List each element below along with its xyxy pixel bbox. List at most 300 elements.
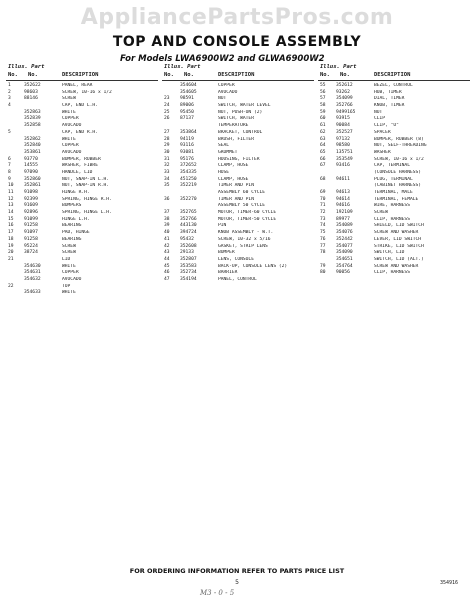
part-number: 93770: [24, 156, 38, 162]
part-description: SCREW AND WASHER: [374, 230, 419, 236]
part-description: NUT: [218, 96, 227, 102]
part-description: BUMPER, RUBBER: [62, 156, 101, 162]
illus-number: 20: [8, 250, 14, 256]
parts-list: [6, 64, 472, 404]
part-row: [162, 257, 314, 264]
part-number: 38724: [24, 250, 38, 256]
page-number: 5: [235, 579, 239, 586]
illus-number: 28: [164, 136, 170, 142]
header-part-no: No.: [184, 72, 194, 78]
illus-number: 40: [164, 230, 170, 236]
part-number: 352527: [336, 129, 353, 135]
illus-number: 65: [320, 149, 326, 155]
part-row: [162, 190, 314, 197]
part-description: CLIP, HARNESS: [374, 216, 410, 222]
parts-column-2: [162, 64, 314, 284]
part-number: 93116: [180, 143, 194, 149]
part-number: 353861: [24, 149, 41, 155]
part-description: BRACKET, CONTROL: [218, 129, 263, 135]
part-row: [6, 237, 158, 244]
part-description: TERMINAL, MALE: [374, 190, 413, 195]
illus-number: 79: [320, 263, 326, 269]
part-description: SHIELD, LID SWITCH: [374, 223, 424, 229]
illus-number: 21: [8, 256, 14, 262]
header-part-no: No.: [340, 72, 350, 78]
illus-number: 7: [8, 163, 11, 169]
part-row: [6, 230, 158, 237]
part-row: [6, 190, 158, 197]
illus-number: 66: [320, 156, 326, 162]
illus-number: 70: [320, 196, 326, 202]
part-description: BARRIER: [218, 270, 238, 276]
part-number: 91099: [24, 216, 38, 222]
part-description: CAP, TERMINAL: [374, 163, 410, 169]
part-description: MOTOR, TIMER-50 CYCLE: [218, 216, 277, 222]
part-row: [162, 150, 314, 157]
part-number: 352840: [24, 143, 41, 149]
part-number: 352442: [336, 236, 353, 242]
illus-number: 33: [164, 169, 170, 175]
part-row: [318, 170, 470, 177]
part-row: [162, 237, 314, 244]
illus-number: 38: [164, 216, 170, 222]
part-description: SCREW, 10-16 x 1/2: [374, 156, 424, 162]
header-no: No.: [164, 72, 174, 78]
part-description: BUMPER: [218, 250, 235, 256]
illus-number: 43: [164, 250, 170, 256]
illus-number: 14: [8, 210, 14, 216]
part-row: [162, 170, 314, 177]
part-row: [6, 150, 158, 157]
part-number: 352612: [336, 83, 353, 88]
part-row: [162, 183, 314, 190]
illus-number: 69: [320, 190, 326, 195]
ordering-note: FOR ORDERING INFORMATION REFER TO PARTS PRICE LIST: [129, 567, 345, 575]
parts-rows: [318, 83, 470, 277]
part-number: 97132: [336, 136, 350, 142]
part-description: TIMER AND PIN: [218, 183, 254, 189]
part-description: AVOCADO: [62, 276, 82, 282]
part-description: COPPER: [218, 83, 235, 88]
part-row: [6, 163, 158, 170]
header-illus: Illus. Part: [320, 64, 357, 70]
part-description: (CONSOLE HARNESS): [374, 169, 422, 175]
illus-number: 8: [8, 169, 11, 175]
part-number: 92399: [24, 196, 38, 202]
part-description: ASSEMBLY 50 CYCLE: [218, 203, 266, 209]
illus-number: 12: [8, 196, 14, 202]
header-part-no: No.: [28, 72, 38, 78]
part-description: HANDLE, LID: [62, 169, 93, 175]
part-number: 354605: [180, 89, 197, 95]
part-description: SCREW: [374, 210, 388, 216]
part-description: PAD, HINGE: [62, 230, 90, 236]
illus-number: 47: [164, 276, 170, 282]
illus-number: 71: [320, 203, 326, 209]
part-row: [318, 237, 470, 244]
illus-number: 41: [164, 236, 170, 242]
page-subtitle: For Models LWA6900W2 and GLWA6900W2: [120, 54, 325, 64]
part-description: COPPER: [62, 143, 79, 149]
part-description: AVOCADO: [218, 89, 238, 95]
part-row: [318, 183, 470, 190]
illus-number: 77: [320, 243, 326, 249]
part-number: 352860: [24, 176, 41, 182]
handwritten-note: M3 - 0 - 5: [200, 589, 235, 597]
part-number: 91258: [24, 236, 38, 242]
part-number: 9499165: [336, 109, 356, 115]
part-number: 352807: [180, 256, 197, 262]
part-description: HUB, TIMER: [374, 89, 402, 95]
illus-number: 32: [164, 163, 170, 169]
part-row: [6, 130, 158, 137]
illus-number: 67: [320, 163, 326, 169]
part-number: 443130: [180, 223, 197, 229]
part-row: [162, 270, 314, 277]
part-description: SEAL: [218, 143, 230, 149]
illus-number: 78: [320, 250, 326, 256]
illus-number: 5: [8, 129, 11, 135]
part-description: CLIP, "U": [374, 123, 399, 129]
part-description: BRUSH, FILTER: [218, 136, 254, 142]
part-description: LID: [62, 256, 71, 262]
part-description: SCREW, 10-32 x 5/16: [218, 236, 271, 242]
part-number: 98591: [180, 96, 194, 102]
header-description: DESCRIPTION: [374, 72, 411, 78]
part-description: SCREW: [62, 96, 76, 102]
part-number: 354090: [336, 250, 353, 256]
part-description: COPPER: [62, 116, 79, 122]
part-row: [162, 277, 314, 284]
part-description: CLIP, HARNESS: [374, 270, 410, 276]
part-description: SPRING, HINGE L.H.: [62, 210, 112, 216]
part-description: ASSEMBLY 60 CYCLE: [218, 190, 266, 195]
part-number: 354604: [180, 83, 197, 88]
part-number: 93915: [336, 116, 350, 122]
document-number: 354916: [440, 580, 459, 586]
illus-number: 73: [320, 216, 326, 222]
part-number: 97090: [24, 169, 38, 175]
part-row: [162, 230, 314, 237]
header-illus: Illus. Part: [8, 64, 45, 70]
part-number: 90056: [336, 270, 350, 276]
illus-number: 58: [320, 103, 326, 109]
part-number: 192109: [336, 210, 353, 216]
illus-number: 37: [164, 210, 170, 216]
part-number: 94613: [336, 190, 350, 195]
part-number: 352622: [24, 83, 41, 88]
part-description: CLIP: [374, 116, 386, 122]
part-description: DIAL, TIMER: [374, 96, 405, 102]
illus-number: 42: [164, 243, 170, 249]
part-description: SCREW AND WASHER: [374, 263, 419, 269]
part-number: 354764: [336, 263, 353, 269]
illus-number: 34: [164, 176, 170, 182]
part-row: [6, 270, 158, 277]
part-description: SWITCH, WATER LEVEL: [218, 103, 271, 109]
part-number: 91258: [24, 223, 38, 229]
part-row: [318, 83, 470, 90]
part-number: 354089: [336, 223, 353, 229]
part-description: KNOB, TIMER: [374, 103, 405, 109]
part-row: [318, 143, 470, 150]
part-number: 354335: [180, 169, 197, 175]
part-row: [6, 103, 158, 110]
part-row: [162, 123, 314, 130]
part-number: 98580: [336, 143, 350, 149]
part-number: 93081: [180, 149, 194, 155]
part-number: 354194: [180, 276, 197, 282]
illus-number: 27: [164, 129, 170, 135]
part-number: 91609: [24, 203, 38, 209]
illus-number: 9: [8, 176, 11, 182]
illus-number: 23: [164, 96, 170, 102]
part-number: 94119: [180, 136, 194, 142]
part-description: HOUSING, FILTER: [218, 156, 260, 162]
part-row: [6, 170, 158, 177]
part-row: [6, 183, 158, 190]
part-row: [6, 277, 158, 284]
part-description: KNOB ASSEMBLY - W.T.: [218, 230, 274, 236]
part-description: BUMPERS: [62, 203, 82, 209]
part-description: TERMINAL, FEMALE: [374, 196, 419, 202]
illus-number: 72: [320, 210, 326, 216]
illus-number: 57: [320, 96, 326, 102]
part-description: TIMER AND PIN: [218, 196, 254, 202]
part-number: 90084: [336, 123, 350, 129]
illus-number: 44: [164, 256, 170, 262]
part-row: [162, 116, 314, 123]
header-no: No.: [320, 72, 330, 78]
part-description: HOSE: [218, 169, 230, 175]
part-row: [162, 103, 314, 110]
part-row: [318, 150, 470, 157]
part-number: 88146: [24, 96, 38, 102]
part-number: 354631: [24, 270, 41, 276]
part-description: NUT, SELF-THREADING: [374, 143, 427, 149]
illus-number: 55: [320, 83, 326, 88]
illus-number: 76: [320, 236, 326, 242]
part-row: [318, 103, 470, 110]
part-row: [318, 163, 470, 170]
illus-number: 39: [164, 223, 170, 229]
part-description: MOTOR, TIMER-60 CYCLE: [218, 210, 277, 216]
part-number: 352766: [180, 216, 197, 222]
part-number: 95176: [180, 156, 194, 162]
part-description: NUT, SNAP-IN R.H.: [62, 183, 110, 189]
part-number: 354099: [336, 96, 353, 102]
part-description: SWITCH, LID (ALT.): [374, 256, 424, 262]
part-number: 354633: [24, 290, 41, 296]
part-description: WASHER, FIBRE: [62, 163, 98, 169]
part-description: PLUG, TERMINAL: [374, 176, 413, 182]
part-number: 353583: [180, 263, 197, 269]
illus-number: 11: [8, 190, 14, 195]
part-description: CAP, END R.H.: [62, 129, 98, 135]
part-row: [6, 143, 158, 150]
part-row: [6, 123, 158, 130]
part-description: CLAMP, HOSE: [218, 176, 249, 182]
illus-number: 16: [8, 223, 14, 229]
illus-number: 36: [164, 196, 170, 202]
part-row: [318, 190, 470, 197]
part-number: 91097: [24, 230, 38, 236]
part-row: [6, 290, 158, 297]
part-number: 14555: [24, 163, 38, 169]
watermark-logo: AppliancePartsPros.com: [80, 5, 394, 30]
parts-rows: [6, 83, 158, 297]
part-number: 354076: [336, 230, 353, 236]
part-number: 451250: [180, 176, 197, 182]
part-description: WIRE, HARNESS: [374, 203, 410, 209]
part-number: 93262: [336, 89, 350, 95]
part-description: BACK-UP, CONSOLE LENS (2): [218, 263, 288, 269]
part-number: 95450: [180, 109, 194, 115]
part-row: [318, 177, 470, 184]
part-row: [6, 83, 158, 90]
part-number: 354077: [336, 243, 353, 249]
part-number: 352861: [24, 183, 41, 189]
part-description: TOP: [62, 283, 71, 289]
part-row: [318, 250, 470, 257]
part-number: 92896: [24, 210, 38, 216]
part-description: SCREW, 10-16 x 1/2: [62, 89, 112, 95]
illus-number: 63: [320, 136, 326, 142]
part-row: [318, 123, 470, 130]
part-number: 352765: [180, 210, 197, 216]
part-description: NUT, SNAP-IN L.H.: [62, 176, 110, 182]
illus-number: 75: [320, 230, 326, 236]
part-number: 94616: [336, 203, 350, 209]
illus-number: 35: [164, 183, 170, 189]
illus-number: 68: [320, 176, 326, 182]
illus-number: 10: [8, 183, 14, 189]
part-description: PIN: [218, 223, 227, 229]
part-number: 352839: [24, 116, 41, 122]
illus-number: 62: [320, 129, 326, 135]
part-description: NUT, PUSH-ON (2): [218, 109, 263, 115]
part-number: 94611: [336, 176, 350, 182]
part-number: 354651: [336, 256, 353, 262]
illus-number: 26: [164, 116, 170, 122]
part-number: 353549: [336, 156, 353, 162]
part-description: SCREW: [62, 243, 76, 249]
part-row: [162, 130, 314, 137]
part-description: BEZEL, CONTROL: [374, 83, 413, 88]
part-number: 352858: [24, 123, 41, 129]
part-description: LENS, CONSOLE: [218, 256, 254, 262]
part-description: NUT: [374, 109, 383, 115]
part-number: 372652: [180, 163, 197, 169]
header-no: No.: [8, 72, 18, 78]
part-description: HINGE L.H.: [62, 216, 90, 222]
part-number: 93416: [336, 163, 350, 169]
part-number: 352219: [180, 183, 197, 189]
part-description: AVOCADO: [62, 149, 82, 155]
illus-number: 6: [8, 156, 11, 162]
illus-number: 60: [320, 116, 326, 122]
column-header: [318, 64, 470, 81]
illus-number: 15: [8, 216, 14, 222]
illus-number: 59: [320, 109, 326, 115]
part-row: [318, 230, 470, 237]
part-number: 87137: [180, 116, 194, 122]
part-row: [6, 96, 158, 103]
part-description: STRIKE, LID SWITCH: [374, 243, 424, 249]
illus-number: 18: [8, 236, 14, 242]
part-description: SPACER: [374, 129, 391, 135]
part-description: LEVER, LID SWITCH: [374, 236, 422, 242]
part-row: [162, 250, 314, 257]
part-description: WHITE: [62, 136, 76, 142]
part-description: WHITE: [62, 263, 76, 269]
part-number: 94614: [336, 196, 350, 202]
part-description: SWITCH, LID: [374, 250, 405, 256]
part-description: GROMMET: [218, 149, 238, 155]
part-number: 353864: [180, 129, 197, 135]
part-number: 352863: [24, 109, 41, 115]
part-description: SCREW: [62, 250, 76, 256]
part-number: 352766: [336, 103, 353, 109]
part-row: [6, 210, 158, 217]
part-number: 354630: [24, 263, 41, 269]
illus-number: 74: [320, 223, 326, 229]
part-number: 95224: [24, 243, 38, 249]
part-row: [162, 163, 314, 170]
part-number: 394724: [180, 230, 197, 236]
illus-number: 3: [8, 96, 11, 102]
column-header: [6, 64, 158, 81]
part-number: 354632: [24, 276, 41, 282]
illus-number: 1: [8, 83, 11, 88]
parts-rows: [162, 83, 314, 284]
part-description: TEMPERATURE: [218, 123, 249, 129]
part-description: SWITCH, WATER: [218, 116, 254, 122]
part-number: 352862: [24, 136, 41, 142]
part-number: 89006: [180, 103, 194, 109]
illus-number: 30: [164, 149, 170, 155]
part-number: 352734: [180, 270, 197, 276]
part-description: COPPER: [62, 270, 79, 276]
part-description: HINGE R.H.: [62, 190, 90, 195]
part-description: GASKET, STRIP LENS: [218, 243, 268, 249]
part-description: PANEL, CONTROL: [218, 276, 257, 282]
part-row: [162, 83, 314, 90]
part-row: [318, 270, 470, 277]
part-number: 135751: [336, 149, 353, 155]
illus-number: 61: [320, 123, 326, 129]
part-row: [6, 257, 158, 264]
part-number: 98603: [24, 89, 38, 95]
illus-number: 22: [8, 283, 14, 289]
parts-column-1: [6, 64, 158, 297]
illus-number: 29: [164, 143, 170, 149]
part-row: [162, 143, 314, 150]
part-description: PANEL, REAR: [62, 83, 93, 88]
header-illus: Illus. Part: [164, 64, 201, 70]
illus-number: 31: [164, 156, 170, 162]
part-row: [162, 197, 314, 204]
illus-number: 2: [8, 89, 11, 95]
part-row: [162, 210, 314, 217]
part-description: WASHER: [374, 149, 391, 155]
part-row: [318, 210, 470, 217]
part-description: SPRING, HINGE R.H.: [62, 196, 112, 202]
part-description: BUMPER, RUBBER (8): [374, 136, 424, 142]
part-description: CLAMP, HOSE: [218, 163, 249, 169]
illus-number: 17: [8, 230, 14, 236]
part-number: 29133: [180, 250, 194, 256]
